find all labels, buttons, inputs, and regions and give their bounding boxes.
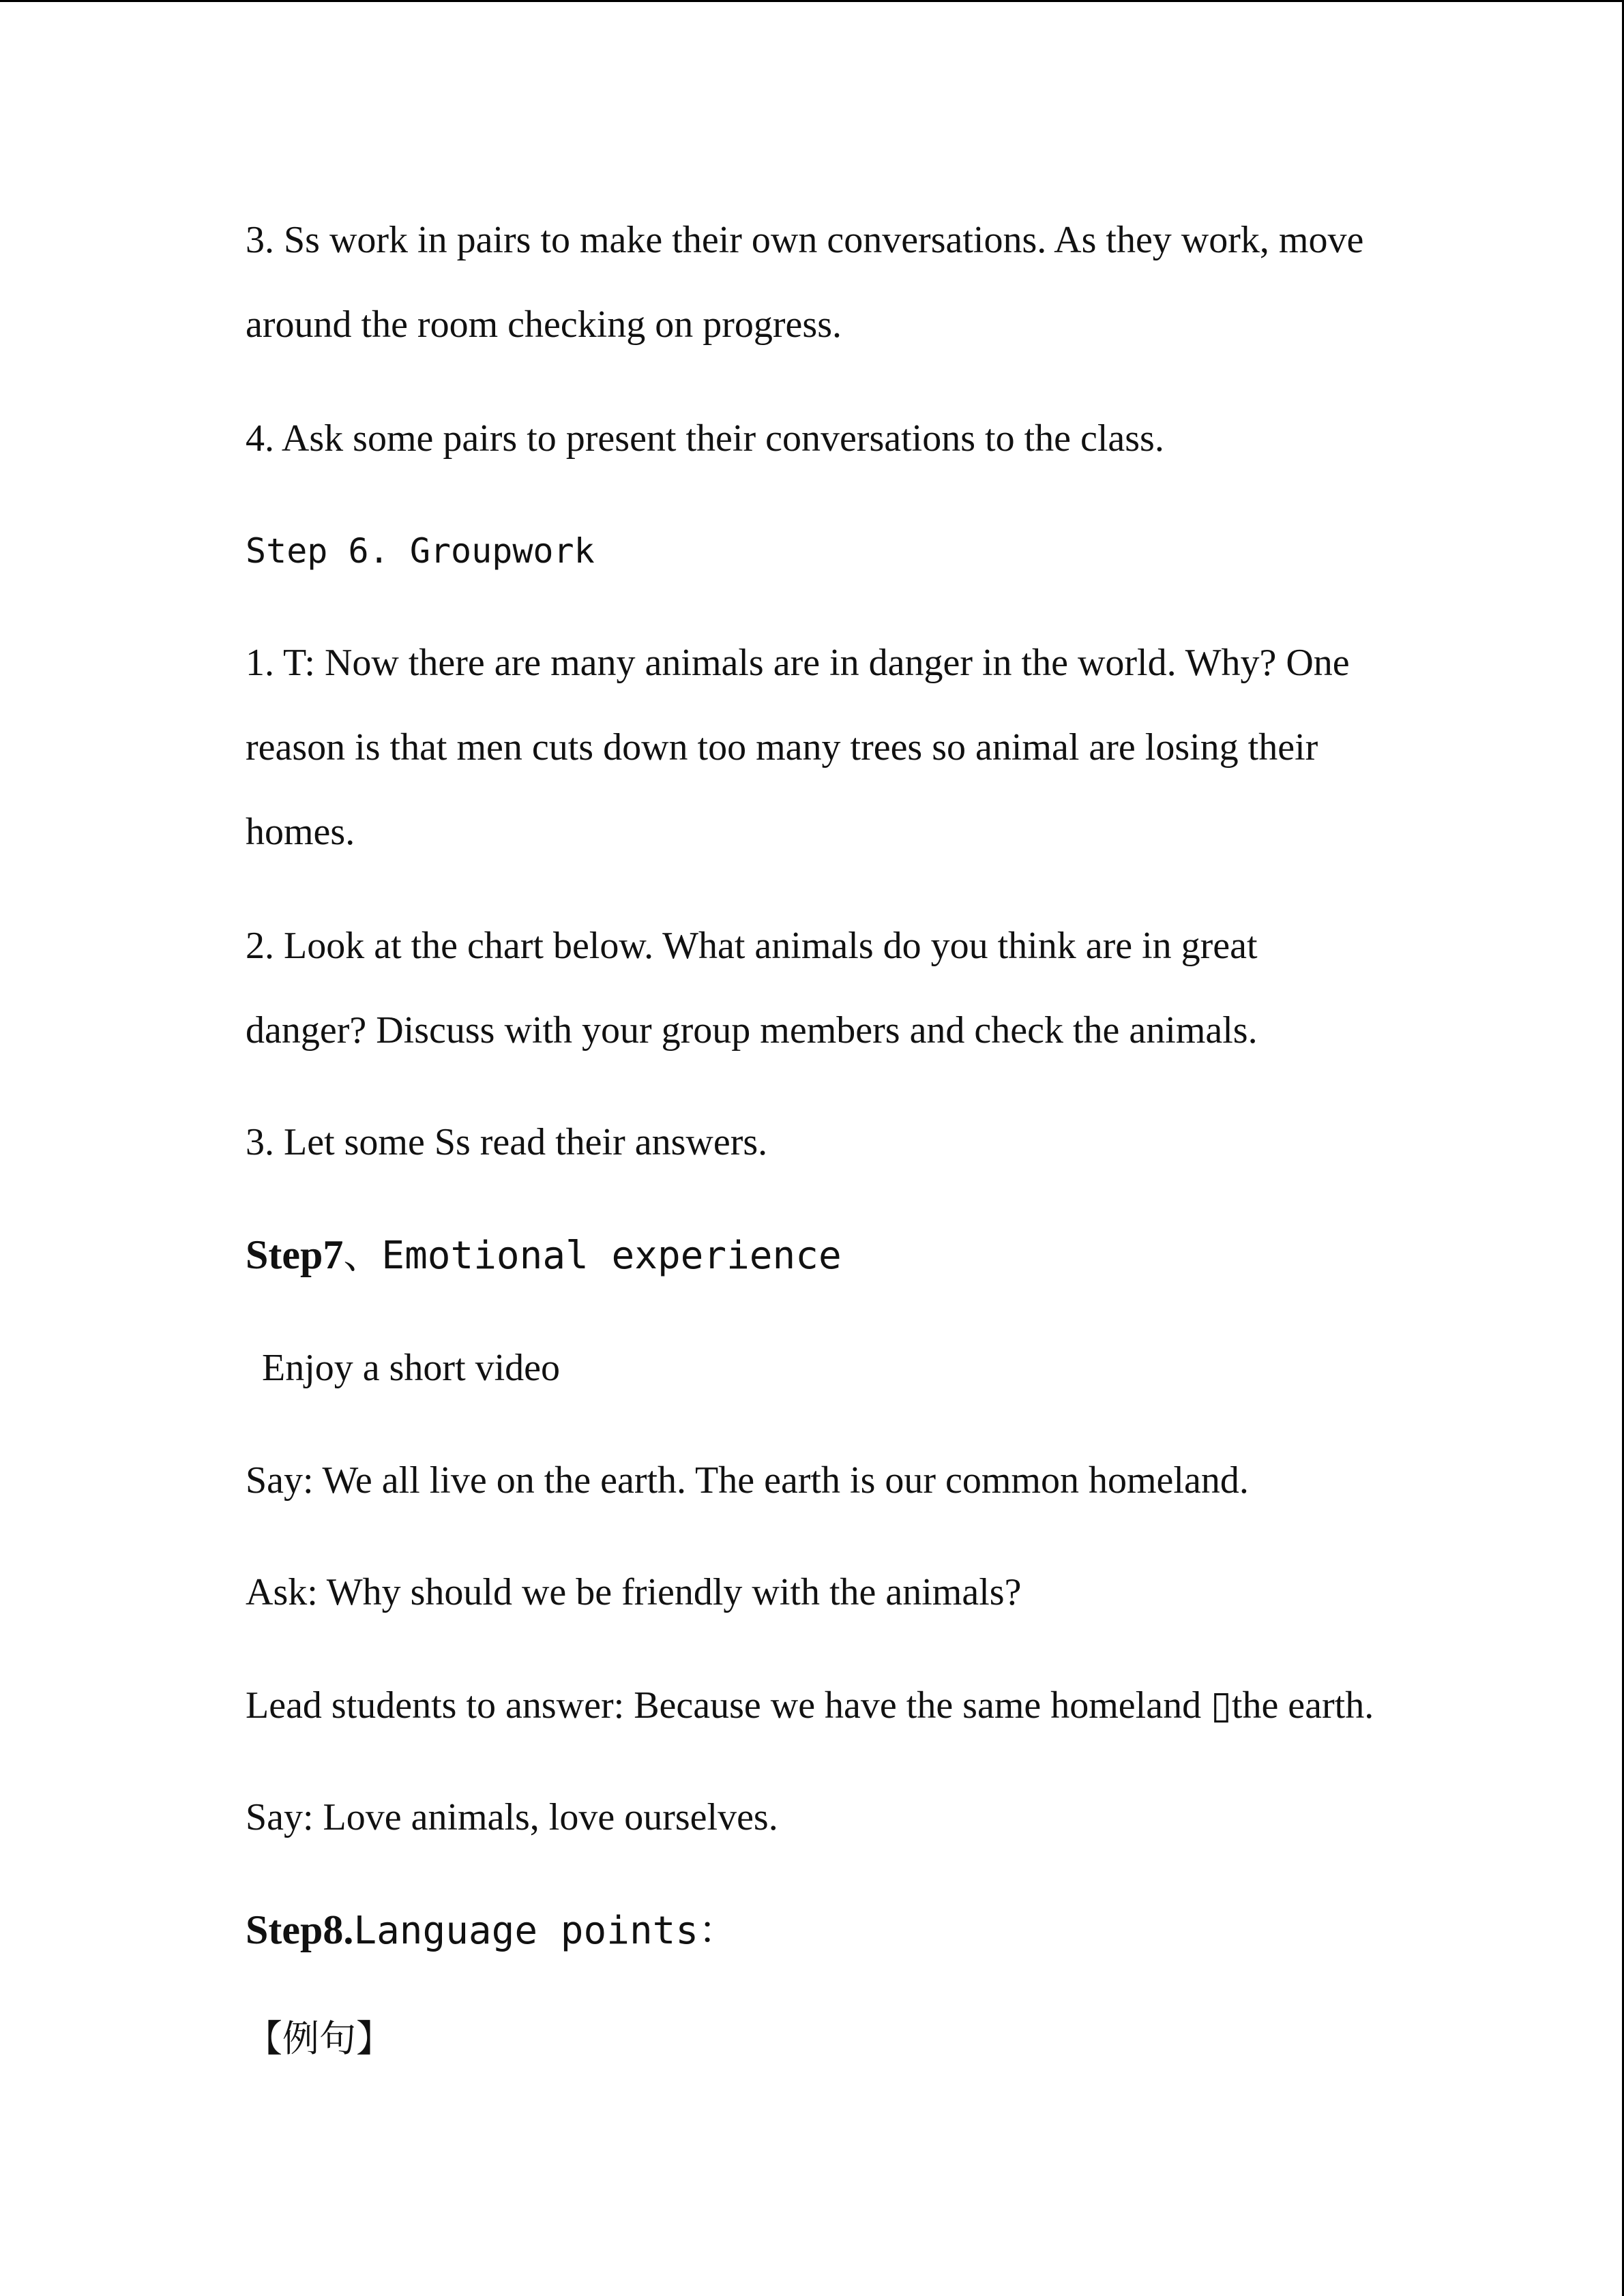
step7-heading-number: Step7 [246,1232,344,1277]
paragraph-step6-3: 3. Let some Ss read their answers. [246,1121,768,1163]
step8-heading-number: Step8. [246,1907,354,1952]
paragraph-step5-3-line1: 3. Ss work in pairs to make their own conversations. As they work, move [246,219,1364,261]
paragraph-ask-friendly: Ask: Why should we be friendly with the animals? [246,1571,1022,1613]
paragraph-step5-4: 4. Ask some pairs to present their conversations to the class. [246,417,1164,460]
paragraph-step6-2-line2: danger? Discuss with your group members and check the animals. [246,1009,1258,1052]
paragraph-say-earth: Say: We all live on the earth. The earth is our common homeland. [246,1459,1249,1502]
paragraph-step6-1-line2: reason is that men cuts down too many trees so animal are losing their [246,726,1318,769]
step7-heading-title: 、Emotional experience [343,1234,842,1278]
paragraph-step5-3-line2: around the room checking on progress. [246,303,842,346]
paragraph-enjoy-video: Enjoy a short video [262,1347,561,1389]
paragraph-step6-2-line1: 2. Look at the chart below. What animals do you think are in great [246,925,1258,967]
paragraph-say-love: Say: Love animals, love ourselves. [246,1796,778,1838]
paragraph-step6-1-line1: 1. T: Now there are many animals are in danger in the world. Why? One [246,642,1350,684]
step7-heading [246,1233,842,1278]
paragraph-lead-answer: Lead students to answer: Because we have the same homeland ▯the earth. [246,1684,1374,1727]
step8-heading-title: Language points： [353,1909,737,1953]
step8-heading [246,1908,737,1953]
step6-heading: Step 6. Groupwork [246,531,595,571]
example-sentence-label: 【例句】 [246,2017,393,2060]
paragraph-step6-1-line3: homes. [246,811,355,853]
